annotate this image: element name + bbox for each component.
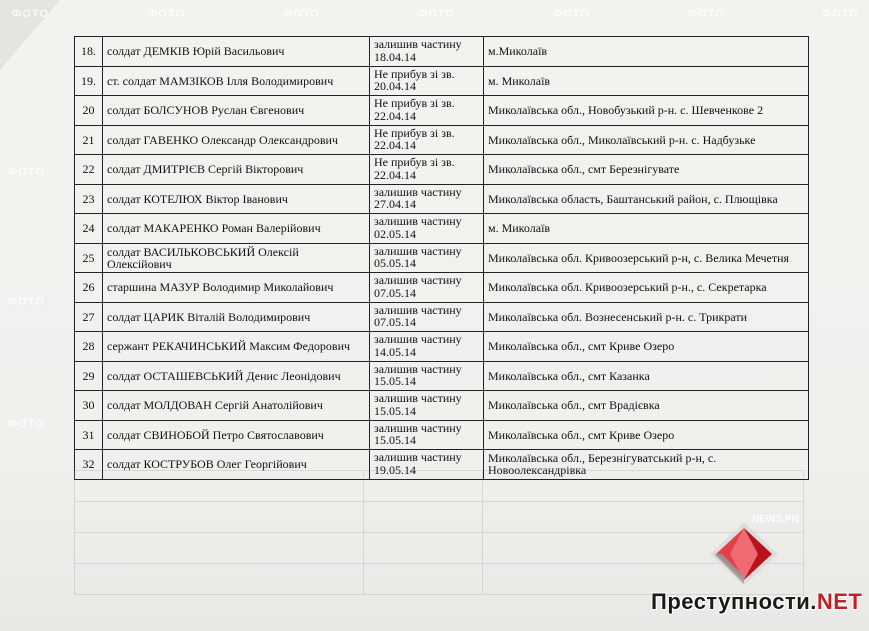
- address-cell: Миколаївська область, Баштанський район, с. Плющівка: [484, 184, 809, 214]
- soldier-name-cell: солдат КОСТРУБОВ Олег Георгійович: [103, 450, 370, 480]
- soldier-name-cell: солдат ДЕМКІВ Юрій Васильович: [103, 37, 370, 67]
- table-row: [75, 332, 809, 362]
- diamond-logo-icon: [708, 518, 780, 590]
- status-cell: Не прибув зі зв. 22.04.14: [370, 96, 484, 126]
- soldier-name-cell: солдат МАКАРЕНКО Роман Валерійович: [103, 214, 370, 244]
- status-cell: залишив частину 15.05.14: [370, 391, 484, 421]
- soldier-name-cell: солдат ГАВЕНКО Олександр Олександрович: [103, 125, 370, 155]
- address-cell: Миколаївська обл., смт Березнігувате: [484, 155, 809, 185]
- status-cell: Не прибув зі зв. 22.04.14: [370, 125, 484, 155]
- soldier-name-cell: солдат СВИНОБОЙ Петро Святославович: [103, 420, 370, 450]
- status-cell: Не прибув зі зв. 20.04.14: [370, 66, 484, 96]
- table-row: [75, 243, 809, 273]
- table-row: [75, 184, 809, 214]
- address-cell: Миколаївська обл., смт Криве Озеро: [484, 420, 809, 450]
- row-number-cell: 30: [75, 391, 103, 421]
- table-row: [75, 214, 809, 244]
- status-cell: залишив частину 02.05.14: [370, 214, 484, 244]
- table-row: [75, 96, 809, 126]
- soldier-name-cell: ст. солдат МАМЗІКОВ Ілля Володимирович: [103, 66, 370, 96]
- address-cell: Миколаївська обл. Кривоозерський р-н, с. Велика Мечетня: [484, 243, 809, 273]
- bleed-through-table: [74, 470, 804, 595]
- row-number-cell: 29: [75, 361, 103, 391]
- row-number-cell: 26: [75, 273, 103, 303]
- address-cell: Миколаївська обл., смт Криве Озеро: [484, 332, 809, 362]
- table-row: [75, 420, 809, 450]
- row-number-cell: 20: [75, 96, 103, 126]
- address-cell: Миколаївська обл. Кривоозерський р-н., с. Секретарка: [484, 273, 809, 303]
- soldier-name-cell: солдат ДМИТРІЄВ Сергій Вікторович: [103, 155, 370, 185]
- status-cell: залишив частину 14.05.14: [370, 332, 484, 362]
- row-number-cell: 24: [75, 214, 103, 244]
- address-cell: Миколаївська обл., Березнігуватський р-н, с. Новоолександрівка: [484, 450, 809, 480]
- watermark: ФОТО: [8, 166, 45, 178]
- address-cell: Миколаївська обл., Новобузький р-н. с. Шевченкове 2: [484, 96, 809, 126]
- logo-text-accent: NET: [816, 589, 863, 614]
- status-cell: залишив частину 19.05.14: [370, 450, 484, 480]
- soldier-name-cell: солдат ВАСИЛЬКОВСЬКИЙ Олексій Олексійович: [103, 243, 370, 273]
- status-cell: залишив частину 18.04.14: [370, 37, 484, 67]
- watermark: ФОТО: [283, 8, 320, 20]
- soldier-name-cell: солдат КОТЕЛЮХ Віктор Іванович: [103, 184, 370, 214]
- table-row: [75, 37, 809, 67]
- watermark: ФОТО: [688, 8, 725, 20]
- soldier-name-cell: солдат ОСТАШЕВСЬКИЙ Денис Леонідович: [103, 361, 370, 391]
- row-number-cell: 19.: [75, 66, 103, 96]
- row-number-cell: 25: [75, 243, 103, 273]
- status-cell: залишив частину 15.05.14: [370, 361, 484, 391]
- status-cell: залишив частину 05.05.14: [370, 243, 484, 273]
- address-cell: м.Миколаїв: [484, 37, 809, 67]
- watermark: ФОТО: [148, 8, 185, 20]
- watermark: ФОТО: [8, 418, 45, 430]
- status-cell: залишив частину 07.05.14: [370, 302, 484, 332]
- watermark: ФОТО: [553, 8, 590, 20]
- table-row: [75, 273, 809, 303]
- soldier-name-cell: солдат ЦАРИК Віталій Володимирович: [103, 302, 370, 332]
- table-row: [75, 125, 809, 155]
- address-cell: Миколаївська обл., Миколаївський р-н. с. Надбузьке: [484, 125, 809, 155]
- status-cell: залишив частину 15.05.14: [370, 420, 484, 450]
- address-cell: м. Миколаїв: [484, 66, 809, 96]
- soldier-name-cell: сержант РЕКАЧИНСЬКИЙ Максим Федорович: [103, 332, 370, 362]
- row-number-cell: 23: [75, 184, 103, 214]
- row-number-cell: 18.: [75, 37, 103, 67]
- table-row: [75, 391, 809, 421]
- status-cell: Не прибув зі зв. 22.04.14: [370, 155, 484, 185]
- logo-text-main: Преступности.: [651, 589, 817, 614]
- news-label: NEWS.PN: [752, 514, 799, 525]
- status-cell: залишив частину 07.05.14: [370, 273, 484, 303]
- soldier-name-cell: солдат БОЛСУНОВ Руслан Євгенович: [103, 96, 370, 126]
- address-cell: м. Миколаїв: [484, 214, 809, 244]
- address-cell: Миколаївська обл., смт Врадієвка: [484, 391, 809, 421]
- personnel-table: [74, 36, 809, 480]
- site-logo-text: [651, 589, 862, 615]
- row-number-cell: 31: [75, 420, 103, 450]
- row-number-cell: 22: [75, 155, 103, 185]
- watermark: ФОТО: [418, 8, 455, 20]
- row-number-cell: 21: [75, 125, 103, 155]
- row-number-cell: 27: [75, 302, 103, 332]
- table-row: [75, 66, 809, 96]
- table-row: [75, 361, 809, 391]
- soldier-name-cell: старшина МАЗУР Володимир Миколайович: [103, 273, 370, 303]
- row-number-cell: 28: [75, 332, 103, 362]
- watermark: ФОТО: [12, 8, 49, 20]
- table-row: [75, 155, 809, 185]
- status-cell: залишив частину 27.04.14: [370, 184, 484, 214]
- address-cell: Миколаївська обл., смт Казанка: [484, 361, 809, 391]
- table-row: [75, 302, 809, 332]
- row-number-cell: 32: [75, 450, 103, 480]
- watermark: ФОТО: [8, 296, 45, 308]
- soldier-name-cell: солдат МОЛДОВАН Сергій Анатолійович: [103, 391, 370, 421]
- address-cell: Миколаївська обл. Вознесенський р-н. с. Трикрати: [484, 302, 809, 332]
- watermark: ФОТО: [822, 8, 859, 20]
